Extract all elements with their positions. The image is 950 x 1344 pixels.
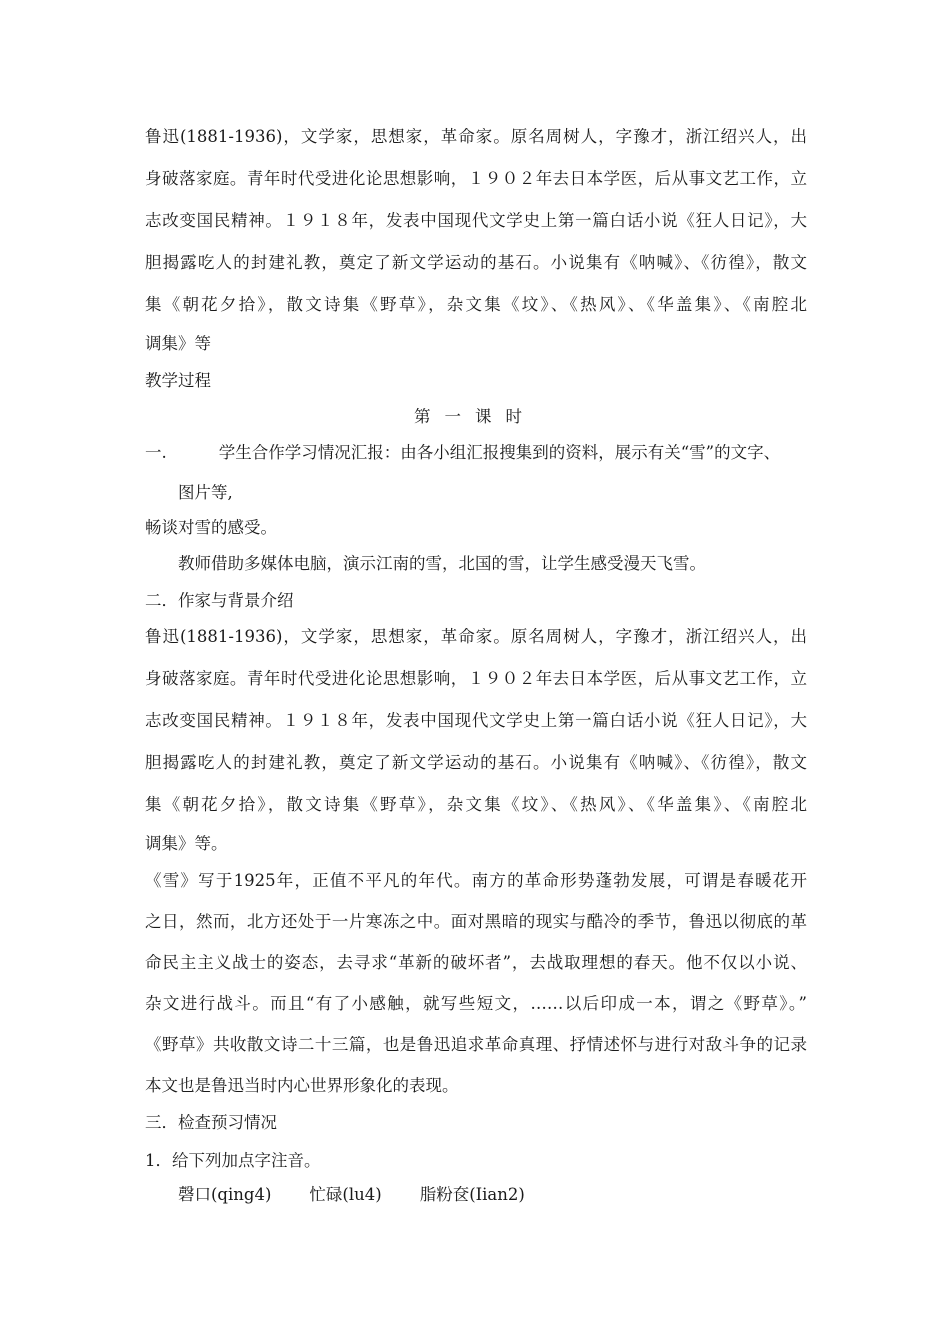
snow-line-4: 杂文进行战斗。而且“有了小感触，就写些短文，……以后印成一本，谓之《野草》。” [145, 994, 807, 1013]
snow-line-2: 之日，然而，北方还处于一片寒冻之中。面对黑暗的现实与酷冷的季节，鲁迅以彻底的革 [145, 912, 807, 931]
teaching-process-heading: 教学过程 [145, 371, 211, 390]
pinyin-item-1: 磬口(qing4) [178, 1185, 272, 1204]
bio-line-4: 胆揭露吃人的封建礼教，奠定了新文学运动的基石。小说集有《呐喊》、《彷徨》，散文 [145, 753, 807, 772]
section2-heading: 二．作家与背景介绍 [145, 591, 294, 610]
section1-line-3: 畅谈对雪的感受。 [145, 518, 277, 537]
bio-line-2: 身破落家庭。青年时代受进化论思想影响，１９０２年去日本学医，后从事文艺工作，立 [145, 669, 807, 688]
lesson-title: 第一课时 [414, 407, 536, 426]
bio-top-line-4: 胆揭露吃人的封建礼教，奠定了新文学运动的基石。小说集有《呐喊》、《彷徨》，散文 [145, 253, 807, 272]
snow-line-1: 《雪》写于1925年，正值不平凡的年代。南方的革命形势蓬勃发展，可谓是春暖花开 [145, 871, 807, 890]
bio-line-6: 调集》等。 [145, 834, 228, 853]
section1-text: 学生合作学习情况汇报：由各小组汇报搜集到的资料，展示有关“雪”的文字、 [218, 443, 781, 462]
section1-line-1 [145, 443, 780, 463]
snow-line-5: 《野草》共收散文诗二十三篇，也是鲁迅追求革命真理、抒情述怀与进行对敌斗争的记录 [145, 1035, 807, 1054]
section3-heading: 三．检查预习情况 [145, 1113, 277, 1132]
bio-line-3: 志改变国民精神。１９１８年，发表中国现代文学史上第一篇白话小说《狂人日记》，大 [145, 711, 807, 730]
bio-top-line-2: 身破落家庭。青年时代受进化论思想影响，１９０２年去日本学医，后从事文艺工作，立 [145, 169, 807, 188]
bio-top-line-6: 调集》等 [145, 334, 211, 353]
pinyin-item-2: 忙碌(lu4) [309, 1185, 382, 1204]
pinyin-item-3: 脂粉奁(Iian2) [419, 1185, 525, 1204]
pinyin-row [178, 1185, 563, 1205]
section1-number: 一. [145, 443, 167, 462]
bio-top-line-5: 集《朝花夕拾》，散文诗集《野草》，杂文集《坟》、《热风》、《华盖集》、《南腔北 [145, 295, 807, 314]
section3-item1: 1．给下列加点字注音。 [145, 1151, 321, 1170]
bio-line-5: 集《朝花夕拾》，散文诗集《野草》，杂文集《坟》、《热风》、《华盖集》、《南腔北 [145, 795, 807, 814]
bio-top-line-3: 志改变国民精神。１９１８年，发表中国现代文学史上第一篇白话小说《狂人日记》，大 [145, 211, 807, 230]
bio-line-1: 鲁迅(1881-1936)，文学家，思想家，革命家。原名周树人，字豫才，浙江绍兴人，出 [145, 627, 807, 646]
bio-top-line-1: 鲁迅(1881-1936)，文学家，思想家，革命家。原名周树人，字豫才，浙江绍兴人，出 [145, 127, 807, 146]
section1-line-4: 教师借助多媒体电脑，演示江南的雪，北国的雪，让学生感受漫天飞雪。 [178, 554, 706, 573]
section1-line-2: 图片等, [178, 483, 233, 502]
snow-line-3: 命民主主义战士的姿态，去寻求“革新的破坏者”，去战取理想的春天。他不仅以小说、 [145, 953, 807, 972]
snow-line-6: 本文也是鲁迅当时内心世界形象化的表现。 [145, 1076, 459, 1095]
